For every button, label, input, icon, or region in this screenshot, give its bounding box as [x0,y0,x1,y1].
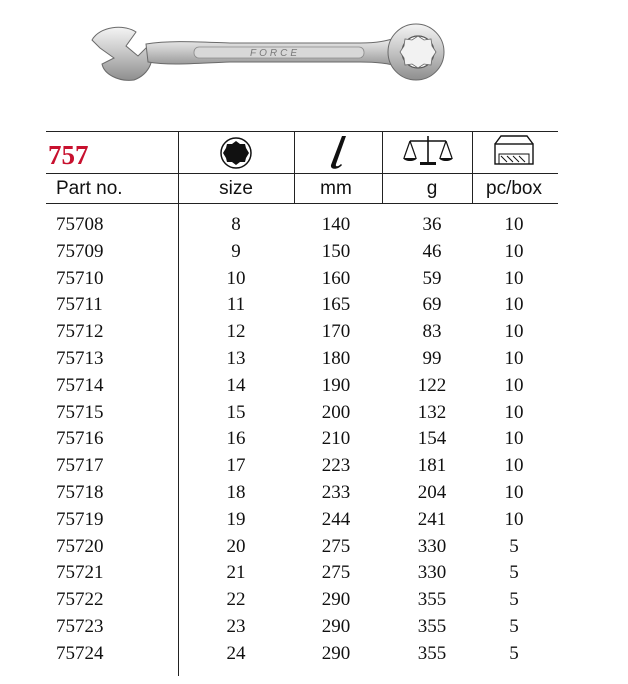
length-cell: 290 [321,616,351,637]
part-number-cell: 75708 [56,214,104,235]
column-divider [472,131,473,203]
table-row [0,291,628,318]
length-cell: 190 [321,374,351,396]
length-cell: 180 [321,348,351,369]
weight-cell: 330 [417,562,447,584]
part-number-cell: 75714 [56,374,104,396]
table-row [0,640,628,667]
length-cell: 275 [321,562,351,584]
pc-per-box-cell: 5 [509,616,519,637]
part-number-cell: 75723 [56,616,104,637]
weight-cell: 36 [422,214,442,235]
table-row [0,345,628,372]
part-number-cell: 75713 [56,348,104,369]
header-length-mm: mm [320,178,352,199]
length-cell: 140 [321,214,351,235]
length-cell: 244 [321,508,351,530]
pc-per-box-cell: 5 [509,562,519,584]
header-part-no: Part no. [56,178,123,199]
pc-per-box-cell: 10 [504,321,524,343]
table-row [0,265,628,292]
weight-cell: 330 [417,535,447,557]
pc-per-box-cell: 5 [509,642,519,664]
length-cell: 150 [321,240,351,262]
header-size: size [219,178,253,199]
size-cell: 8 [231,214,241,235]
part-number-cell: 75709 [56,240,104,262]
part-number-cell: 75722 [56,589,104,611]
size-cell: 13 [226,348,246,369]
length-cell: 210 [321,428,351,450]
part-number-cell: 75720 [56,535,104,557]
table-row [0,318,628,345]
column-divider [382,131,383,203]
table-row [0,211,628,238]
size-cell: 18 [226,482,246,503]
size-cell: 20 [226,535,246,557]
wrench-illustration [90,22,450,84]
box-icon [491,134,537,168]
length-cell: 290 [321,642,351,664]
size-cell: 12 [226,321,246,343]
size-cell: 23 [226,616,246,637]
pc-per-box-cell: 10 [504,401,524,423]
part-number-cell: 75719 [56,508,104,530]
size-cell: 15 [226,401,246,423]
length-cell: 160 [321,267,351,289]
part-number-cell: 75718 [56,482,104,503]
pc-per-box-cell: 10 [504,294,524,316]
header-pc-per-box: pc/box [486,178,542,199]
header-divider-rule [46,173,558,174]
weight-cell: 99 [422,348,442,369]
weight-cell: 204 [417,482,447,503]
weight-cell: 355 [417,589,447,611]
length-cell: 290 [321,589,351,611]
size-cell: 19 [226,508,246,530]
length-cell: 200 [321,401,351,423]
size-cell: 21 [226,562,246,584]
header-bottom-rule [46,203,558,204]
weight-cell: 355 [417,616,447,637]
pc-per-box-cell: 10 [504,240,524,262]
size-cell: 11 [226,294,246,316]
weight-cell: 122 [417,374,447,396]
size-cell: 16 [226,428,246,450]
part-number-cell: 75712 [56,321,104,343]
table-row [0,533,628,560]
pc-per-box-cell: 10 [504,267,524,289]
size-cell: 22 [226,589,246,611]
pc-per-box-cell: 10 [504,455,524,477]
weight-cell: 154 [417,428,447,450]
size-cell: 9 [231,240,241,262]
part-number-cell: 75717 [56,455,104,477]
balance-scale-icon [402,134,454,168]
length-l-icon [326,134,350,170]
series-number: 757 [48,140,89,170]
size-cell: 17 [226,455,246,477]
brand-mark: FORCE [250,48,300,59]
table-row [0,372,628,399]
table-row [0,613,628,640]
length-cell: 233 [321,482,351,503]
length-cell: 275 [321,535,351,557]
pc-per-box-cell: 10 [504,428,524,450]
weight-cell: 69 [422,294,442,316]
pc-per-box-cell: 10 [504,348,524,369]
pc-per-box-cell: 10 [504,482,524,503]
table-row [0,425,628,452]
pc-per-box-cell: 10 [504,374,524,396]
table-row [0,586,628,613]
header-weight-g: g [426,178,438,199]
pc-per-box-cell: 10 [504,508,524,530]
table-row [0,559,628,586]
table-row [0,479,628,506]
part-number-cell: 75724 [56,642,104,664]
size-cell: 14 [226,374,246,396]
twelve-point-socket-icon [218,137,254,169]
weight-cell: 181 [417,455,447,477]
table-row [0,506,628,533]
table-row [0,399,628,426]
size-cell: 24 [226,642,246,664]
weight-cell: 59 [422,267,442,289]
weight-cell: 46 [422,240,442,262]
part-number-cell: 75715 [56,401,104,423]
table-top-rule [46,131,558,132]
part-number-cell: 75721 [56,562,104,584]
column-divider [294,131,295,203]
part-number-cell: 75716 [56,428,104,450]
length-cell: 165 [321,294,351,316]
weight-cell: 241 [417,508,447,530]
weight-cell: 83 [422,321,442,343]
pc-per-box-cell: 10 [504,214,524,235]
size-cell: 10 [226,267,246,289]
table-row [0,452,628,479]
length-cell: 223 [321,455,351,477]
part-number-cell: 75710 [56,267,104,289]
pc-per-box-cell: 5 [509,535,519,557]
pc-per-box-cell: 5 [509,589,519,611]
weight-cell: 132 [417,401,447,423]
length-cell: 170 [321,321,351,343]
weight-cell: 355 [417,642,447,664]
table-row [0,238,628,265]
part-number-cell: 75711 [56,294,103,316]
